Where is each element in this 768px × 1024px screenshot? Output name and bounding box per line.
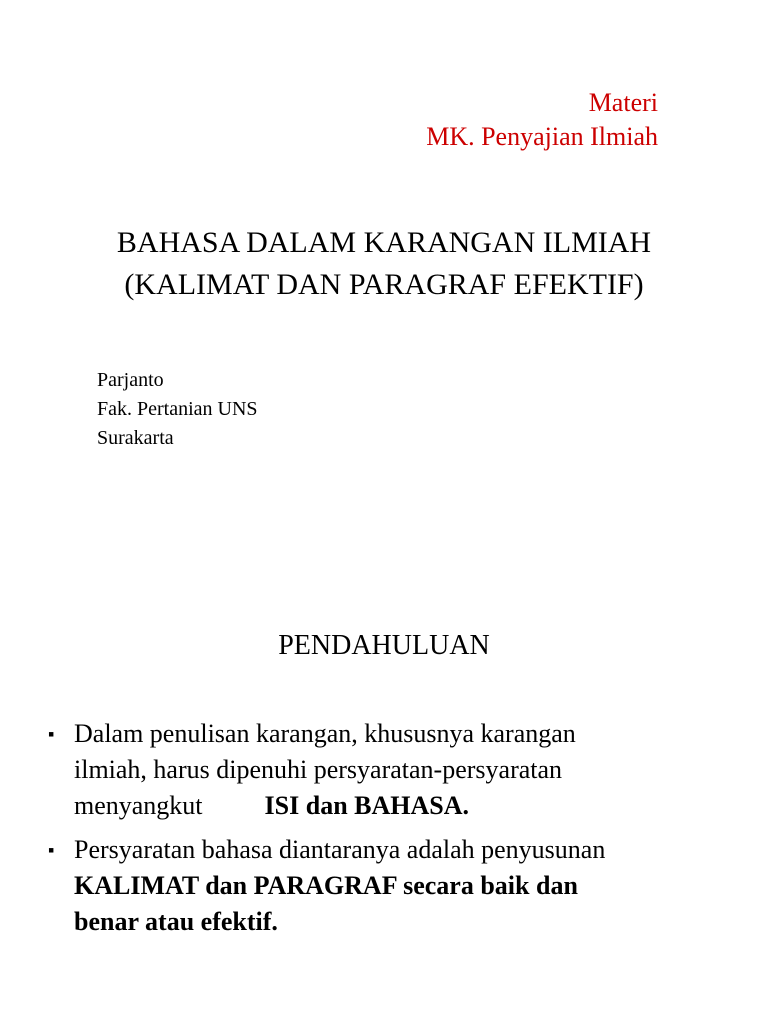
bullet-item-2 [48, 832, 748, 940]
bullet-list [48, 716, 748, 948]
author-name: Parjanto [97, 369, 164, 391]
author-faculty: Fak. Pertanian UNS [97, 398, 258, 420]
course-name: MK. Penyajian Ilmiah [426, 122, 658, 151]
author-city: Surakarta [97, 427, 174, 449]
title-line-2: (KALIMAT DAN PARAGRAF EFEKTIF) [124, 268, 644, 301]
bullet-2-line-2: KALIMAT dan PARAGRAF secara baik dan [74, 871, 578, 900]
bullet-1-line-1: Dalam penulisan karangan, khususnya karangan [74, 719, 576, 748]
bullet-1-line-2: ilmiah, harus dipenuhi persyaratan-persyaratan [74, 755, 563, 784]
course-materi: Materi [588, 88, 658, 117]
bullet-marker-icon: ▪ [48, 724, 55, 744]
course-label [426, 86, 658, 154]
bullet-1-emphasis: ISI dan BAHASA. [264, 791, 470, 820]
bullet-marker-icon: ▪ [48, 840, 55, 860]
document-title [0, 222, 768, 306]
bullet-2-line-1: Persyaratan bahasa diantaranya adalah penyusunan [74, 835, 606, 864]
bullet-2-line-3: benar atau efektif. [74, 907, 278, 936]
bullet-item-1 [48, 716, 748, 824]
bullet-1-line-3a: menyangkut [74, 791, 203, 820]
section-heading: PENDAHULUAN [278, 630, 490, 661]
title-line-1: BAHASA DALAM KARANGAN ILMIAH [116, 226, 652, 259]
author-block [97, 366, 258, 453]
